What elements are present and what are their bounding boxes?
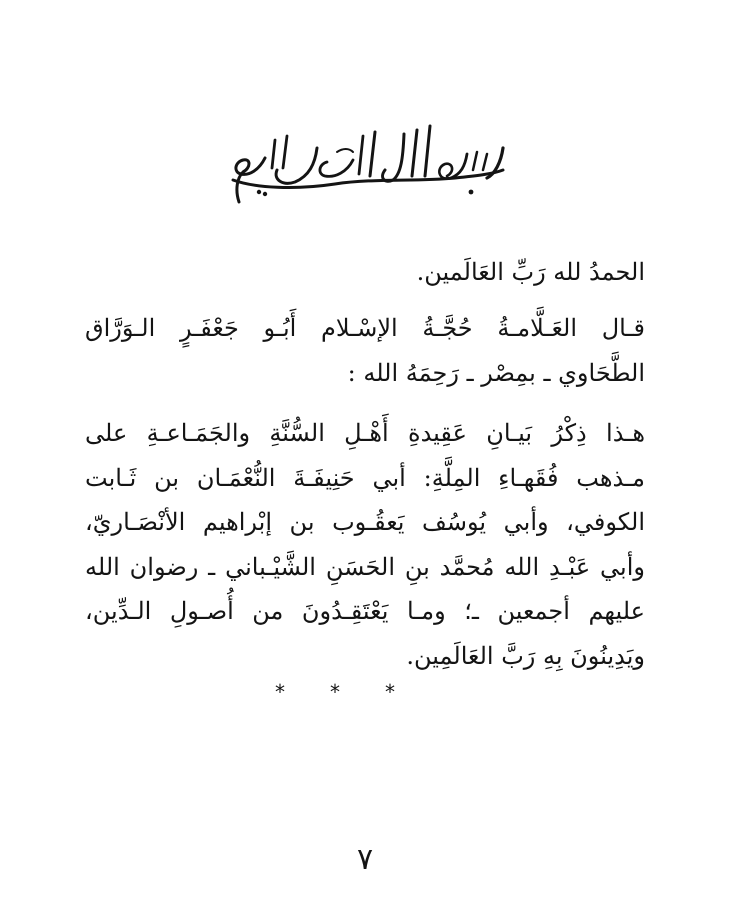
- text-line: الكوفي، وأبي يُوسُف يَعقُـوب بن إبْراهيم الأنْصَـاريّ،: [85, 508, 645, 536]
- text-line: الحمدُ لله رَبِّ العَالَمين.: [416, 258, 645, 286]
- text-line: مـذهب فُقَهـاءِ المِلَّةِ: أبي حَنِيفَـةَ النُّعْمَـان بن ثَـابت: [85, 463, 645, 492]
- section-separator: [275, 680, 395, 704]
- basmala-calligraphy: [225, 118, 510, 208]
- text-line: قـال العَـلَّامـةُ حُجَّـةُ الإسْـلام أَبُـو جَعْفَـرٍ الـوَرَّاق: [85, 314, 645, 342]
- asterisk-icon: *: [275, 680, 285, 704]
- text-line: وأبي عَبْـدِ الله مُحمَّد بنِ الحَسَنِ الشَّيْـباني ـ رضوان الله: [85, 552, 645, 581]
- basmala-calligraphy-drawing: [225, 118, 510, 208]
- page-number: ٧: [356, 842, 374, 877]
- text-line: هـذا ذِكْرُ بَيـانِ عَقِيدةِ أَهْـلِ السُّنَّةِ والجَمَـاعـةِ على: [85, 419, 645, 447]
- paragraph-author: [85, 306, 645, 395]
- basmala-text: [225, 118, 510, 119]
- text-line: الطَّحَاوي ـ بمِصْر ـ رَحِمَهُ الله :: [347, 358, 645, 387]
- text-line: عليهم أجمعين ـ؛ ومـا يَعْتَقِـدُونَ من أُصـولِ الـدِّين،: [85, 597, 645, 625]
- paragraph-creed: [85, 411, 645, 678]
- asterisk-icon: *: [330, 680, 340, 704]
- asterisk-icon: *: [385, 680, 395, 704]
- text-line: ويَدِينُونَ بِهِ رَبَّ العَالَمِين.: [406, 641, 645, 670]
- paragraph-hamd: [85, 250, 645, 295]
